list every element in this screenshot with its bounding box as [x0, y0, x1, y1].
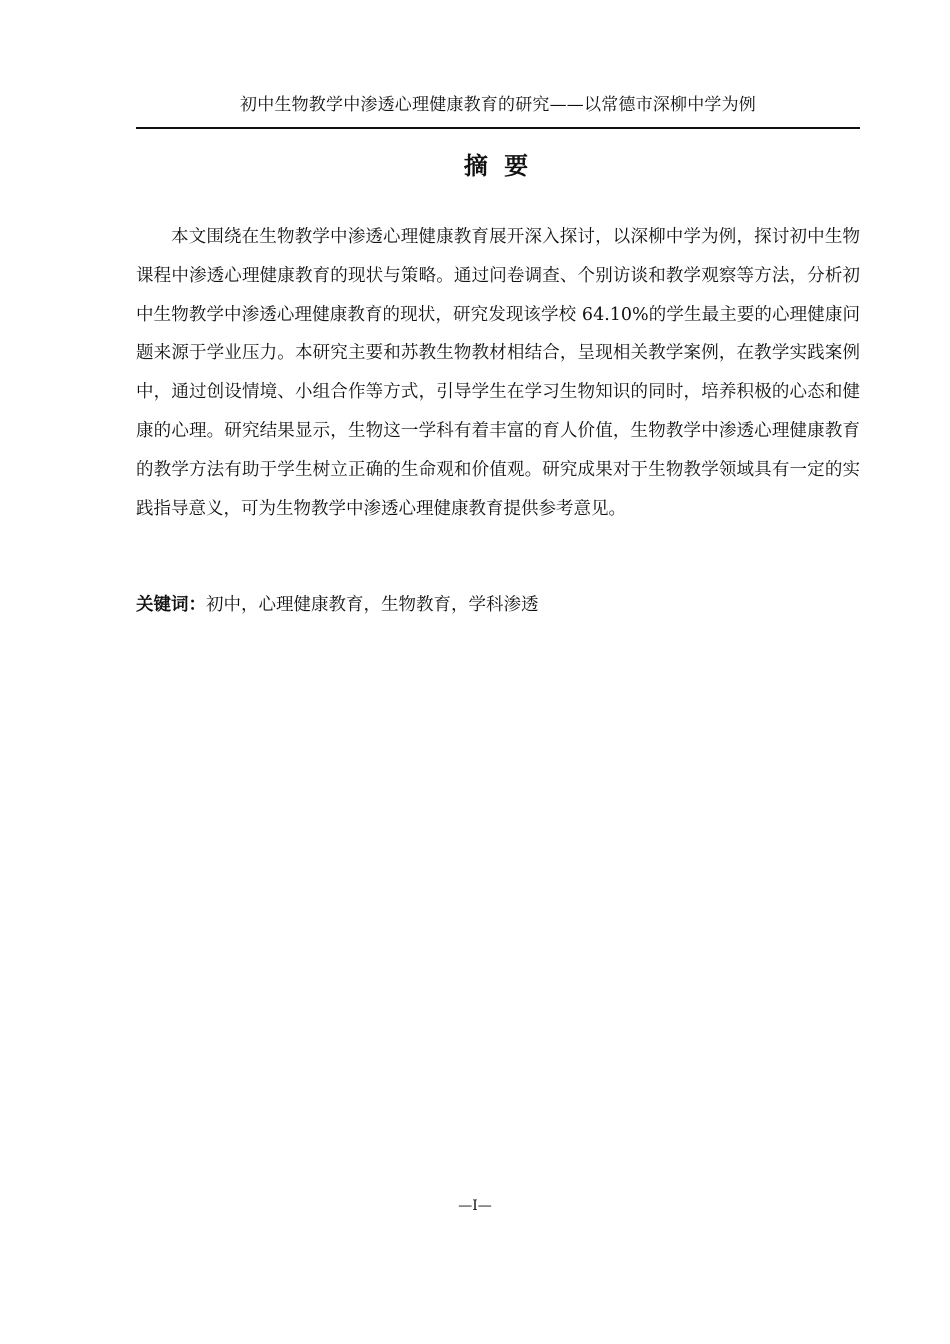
- page-number: —I—: [458, 1198, 492, 1214]
- abstract-body: 本文围绕在生物教学中渗透心理健康教育展开深入探讨，以深柳中学为例，探讨初中生物课程中渗透心理健康教育的现状与策略。通过问卷调查、个别访谈和教学观察等方法，分析初中生物教学中渗透心理健康教育的现状，研究发现该学校 64.10%的学生最主要的心理健康问题来源于学业压力。本研究主要和苏教生物教材相结合，呈现相关教学案例，在教学实践案例中，通过创设情境、小组合作等方式，引导学生在学习生物知识的同时，培养积极的心态和健康的心理。研究结果显示，生物这一学科有着丰富的育人价值，生物教学中渗透心理健康教育的教学方法有助于学生树立正确的生命观和价值观。研究成果对于生物教学领域具有一定的实践指导意义，可为生物教学中渗透心理健康教育提供参考意见。: [136, 227, 860, 519]
- keywords-label: 关键词：: [136, 595, 206, 615]
- keywords-value: 初中，心理健康教育，生物教育，学科渗透: [206, 595, 539, 615]
- running-header-title: 初中生物教学中渗透心理健康教育的研究——以常德市深柳中学为例: [240, 95, 756, 115]
- header-rule: [136, 127, 860, 129]
- keywords-line: [136, 590, 860, 620]
- abstract-heading: 摘 要: [463, 152, 533, 180]
